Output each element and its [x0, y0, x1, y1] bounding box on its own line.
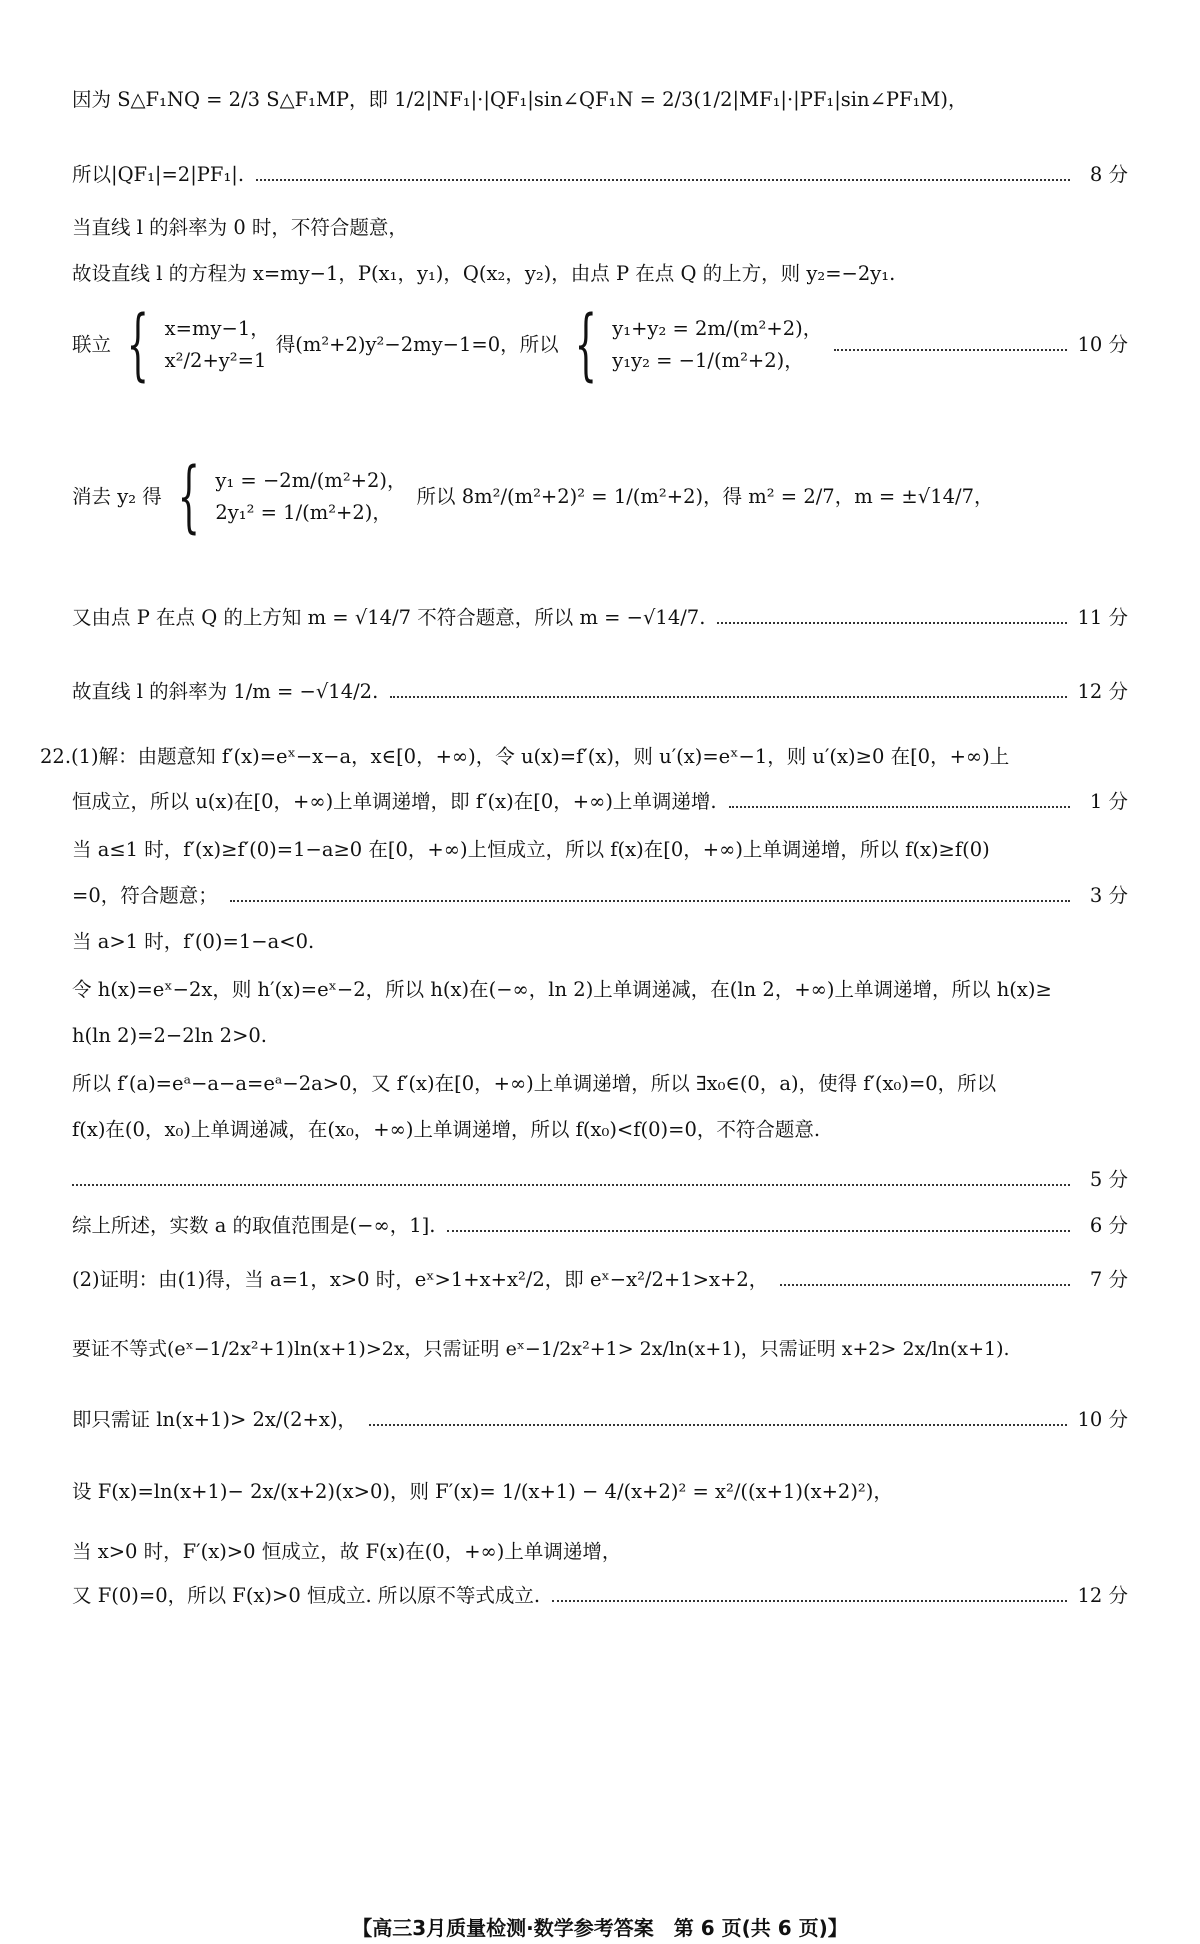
line-text: 所以 8m²/(m²+2)² = 1/(m²+2)，得 m² = 2/7，m = ±√14/7， [416, 484, 994, 508]
score-line [72, 790, 1128, 814]
line-text: 所以|QF₁|=2|PF₁|. [72, 163, 245, 186]
dot-leader [447, 1230, 1070, 1232]
score-line [72, 606, 1128, 630]
dot-leader [717, 622, 1067, 624]
dot-leader [230, 900, 1070, 902]
line-text: 得(m²+2)y²−2my−1=0，所以 [275, 332, 559, 356]
score-label: 8 分 [1089, 163, 1128, 186]
text-line [40, 745, 1128, 769]
dot-leader [780, 1284, 1070, 1286]
score-label: 10 分 [1077, 1408, 1128, 1431]
text-line [72, 1118, 1128, 1142]
line-text: 当直线 l 的斜率为 0 时，不符合题意， [72, 216, 408, 239]
equation-system [559, 300, 823, 390]
score-line [72, 1408, 1128, 1432]
line-text: 所以 f′(a)=eᵃ−a−a=eᵃ−2a>0，又 f′(x)在[0，+∞)上单调递增，所以 ∃x₀∈(0，a)，使得 f′(x₀)=0，所以 [72, 1072, 997, 1095]
line-text: 联立 [72, 332, 112, 356]
text-line [72, 1338, 1128, 1362]
brace: { [126, 300, 150, 390]
score-line [72, 1584, 1128, 1608]
score-line [72, 680, 1128, 704]
page-footer: 【高三3月质量检测·数学参考答案 第 6 页(共 6 页)】 [352, 1916, 848, 1940]
dot-leader [834, 349, 1067, 351]
line-text: 恒成立，所以 u(x)在[0，+∞)上单调递增，即 f′(x)在[0，+∞)上单调递增. [72, 790, 717, 813]
line-text: 设 F(x)=ln(x+1)− 2x/(x+2)(x>0)，则 F′(x)= 1/(x+1) − 4/(x+2)² = x²/((x+1)(x+2)²)， [72, 1480, 893, 1503]
line-text: (2)证明：由(1)得，当 a=1，x>0 时，eˣ>1+x+x²/2，即 eˣ−x²/2+1>x+2， [72, 1268, 769, 1291]
dot-leader [256, 179, 1070, 181]
score-label: 12 分 [1077, 680, 1128, 703]
text-line [72, 216, 1128, 240]
text-line [72, 930, 1128, 954]
text-line [72, 838, 1128, 862]
line-text: 综上所述，实数 a 的取值范围是(−∞，1]. [72, 1214, 436, 1237]
equation-system [162, 452, 407, 542]
brace: { [177, 452, 200, 542]
equation-row: x=my−1， [164, 316, 270, 340]
text-line [72, 1540, 1128, 1564]
text-line [72, 452, 1128, 542]
line-text: h(ln 2)=2−2ln 2>0. [72, 1024, 268, 1047]
score-line [72, 884, 1128, 908]
dot-leader [552, 1600, 1067, 1602]
brace: { [574, 300, 597, 390]
score-label: 11 分 [1077, 606, 1128, 629]
line-text: 当 x>0 时，F′(x)>0 恒成立，故 F(x)在(0，+∞)上单调递增， [72, 1540, 622, 1563]
line-text: 又 F(0)=0，所以 F(x)>0 恒成立. 所以原不等式成立. [72, 1584, 541, 1607]
score-line [72, 1268, 1128, 1292]
line-text: 当 a≤1 时，f′(x)≥f′(0)=1−a≥0 在[0，+∞)上恒成立，所以 f(x)在[0，+∞)上单调递增，所以 f(x)≥f(0) [72, 838, 990, 861]
score-line [72, 163, 1128, 187]
score-line [72, 1168, 1128, 1192]
equation-row: y₁y₂ = −1/(m²+2)， [612, 349, 804, 372]
equation-row: 2y₁² = 1/(m²+2)， [215, 501, 392, 524]
line-text: 因为 S△F₁NQ = 2/3 S△F₁MP，即 1/2|NF₁|·|QF₁|sin∠QF₁N = 2/3(1/2|MF₁|·|PF₁|sin∠PF₁M)， [72, 88, 968, 111]
line-text: 要证不等式(eˣ−1/2x²+1)ln(x+1)>2x，只需证明 eˣ−1/2x²+1> 2x/ln(x+1)，只需证明 x+2> 2x/ln(x+1). [72, 1338, 1010, 1360]
text-line [72, 1024, 1128, 1048]
equation-row: y₁+y₂ = 2m/(m²+2)， [612, 316, 823, 340]
line-text: 故设直线 l 的方程为 x=my−1，P(x₁，y₁)，Q(x₂，y₂)，由点 P 在点 Q 的上方，则 y₂=−2y₁. [72, 262, 896, 285]
line-text: 即只需证 ln(x+1)> 2x/(2+x)， [72, 1408, 357, 1431]
score-line [72, 300, 1128, 390]
text-line [72, 1480, 1128, 1504]
text-line [72, 262, 1128, 286]
score-label: 3 分 [1089, 884, 1128, 907]
score-label: 7 分 [1089, 1268, 1128, 1291]
line-text: 又由点 P 在点 Q 的上方知 m = √14/7 不符合题意，所以 m = −√14/7. [72, 606, 706, 629]
line-text: 22.(1)解：由题意知 f′(x)=eˣ−x−a，x∈[0，+∞)，令 u(x)=f′(x)，则 u′(x)=eˣ−1，则 u′(x)≥0 在[0，+∞)上 [40, 745, 1010, 768]
equation-system [111, 300, 270, 390]
dot-leader [390, 696, 1067, 698]
line-text: =0，符合题意； [72, 884, 218, 907]
dot-leader [369, 1424, 1068, 1426]
line-text: 消去 y₂ 得 [72, 484, 162, 508]
equation-row: x²/2+y²=1 [164, 349, 267, 372]
score-label: 10 分 [1077, 332, 1128, 356]
dot-leader [72, 1184, 1070, 1186]
text-line [72, 978, 1128, 1002]
line-text: f(x)在(0，x₀)上单调递减，在(x₀，+∞)上单调递增，所以 f(x₀)<f(0)=0，不符合题意. [72, 1118, 821, 1141]
score-label: 12 分 [1077, 1584, 1128, 1607]
score-label: 1 分 [1089, 790, 1128, 813]
dot-leader [729, 806, 1070, 808]
score-label: 6 分 [1089, 1214, 1128, 1237]
line-text: 当 a>1 时，f′(0)=1−a<0. [72, 930, 315, 953]
line-text: 令 h(x)=eˣ−2x，则 h′(x)=eˣ−2，所以 h(x)在(−∞，ln 2)上单调递减，在(ln 2，+∞)上单调递增，所以 h(x)≥ [72, 978, 1052, 1001]
text-line [72, 1072, 1128, 1096]
line-text: 故直线 l 的斜率为 1/m = −√14/2. [72, 680, 379, 703]
equation-row: y₁ = −2m/(m²+2)， [215, 468, 407, 492]
score-line [72, 1214, 1128, 1238]
text-line [72, 88, 1128, 112]
score-label: 5 分 [1089, 1168, 1128, 1191]
